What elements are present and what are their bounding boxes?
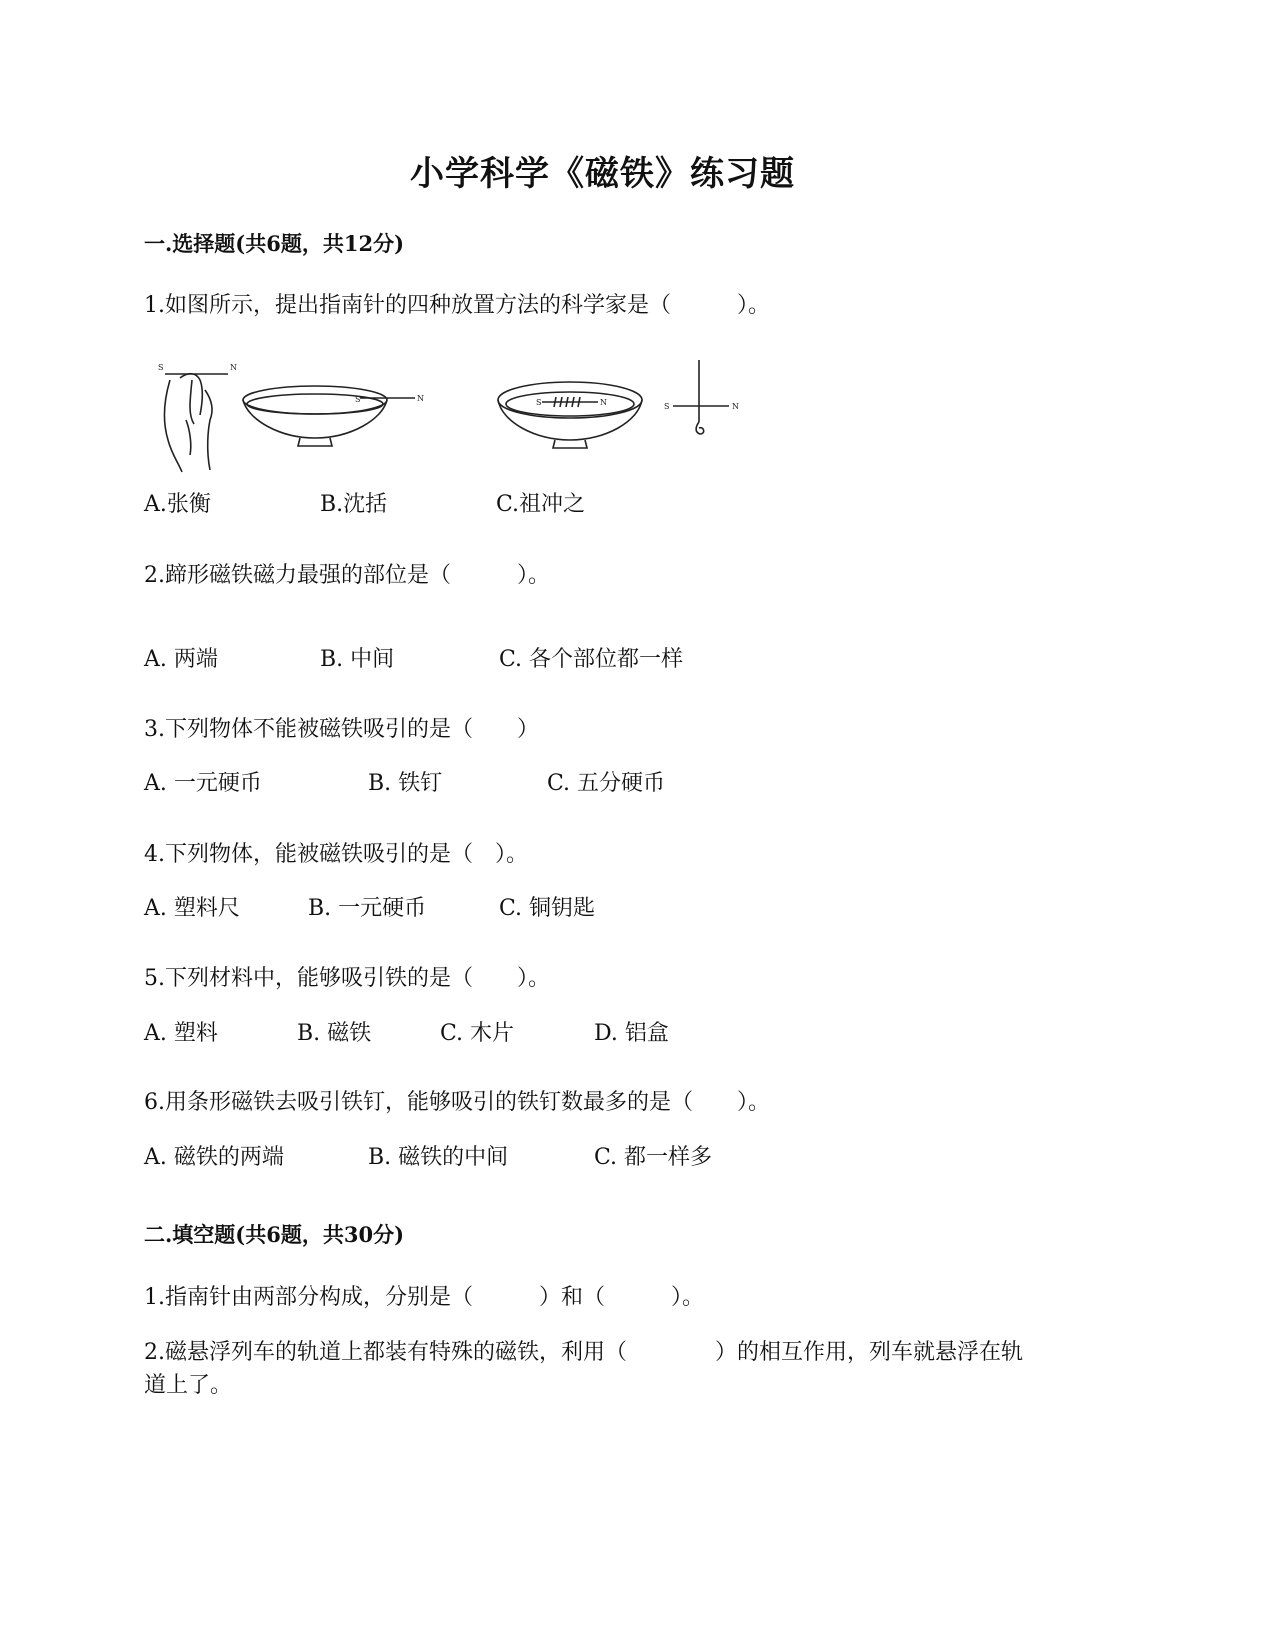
q6-option-a: A. 磁铁的两端 [144, 1145, 284, 1170]
figure-label-s: S [536, 398, 542, 407]
figure-label-s: S [664, 402, 670, 411]
water-bowl-drawing [498, 382, 642, 448]
q5-option-a: A. 塑料 [144, 1021, 218, 1046]
q1-option-a: A.张衡 [144, 492, 211, 517]
bowl-edge-drawing [243, 386, 415, 446]
question-4: 4.下列物体，能被磁铁吸引的是（ ）。 [144, 842, 528, 867]
q6-option-b: B. 磁铁的中间 [368, 1145, 509, 1170]
section-heading-choice: 一.选择题(共6题，共12分) [144, 231, 405, 256]
figure-label-s: S [355, 395, 361, 404]
fill-question-2-line1: 2.磁悬浮列车的轨道上都装有特殊的磁铁，利用（ ）的相互作用，列车就悬浮在轨 [144, 1340, 1023, 1365]
q2-option-a: A. 两端 [144, 647, 218, 672]
section-heading-fill: 二.填空题(共6题，共30分) [144, 1222, 405, 1247]
figure-label-n: N [230, 363, 237, 372]
page-title: 小学科学《磁铁》练习题 [410, 154, 795, 194]
question-2: 2.蹄形磁铁磁力最强的部位是（ ）。 [144, 563, 550, 588]
q5-option-d: D. 铝盒 [594, 1021, 669, 1046]
q1-option-b: B.沈括 [320, 492, 388, 517]
q5-option-b: B. 磁铁 [297, 1021, 372, 1046]
q6-option-c: C. 都一样多 [594, 1145, 713, 1170]
fill-question-2-line2: 道上了。 [144, 1373, 233, 1398]
q3-option-a: A. 一元硬币 [144, 771, 262, 796]
q4-option-b: B. 一元硬币 [308, 896, 427, 921]
figure-label-n: N [417, 394, 424, 403]
fill-question-1: 1.指南针由两部分构成，分别是（ ）和（ ）。 [144, 1285, 704, 1310]
figure-label-s: S [158, 363, 164, 372]
figure-label-n: N [732, 402, 739, 411]
q2-option-b: B. 中间 [320, 647, 395, 672]
q5-option-c: C. 木片 [440, 1021, 515, 1046]
q4-option-a: A. 塑料尺 [144, 896, 240, 921]
figure-label-n: N [600, 398, 607, 407]
question-3: 3.下列物体不能被磁铁吸引的是（ ） [144, 717, 539, 742]
q3-option-c: C. 五分硬币 [547, 771, 666, 796]
q2-option-c: C. 各个部位都一样 [499, 647, 684, 672]
finger-placement-drawing [164, 374, 228, 472]
question-6: 6.用条形磁铁去吸引铁钉，能够吸引的铁钉数最多的是（ ）。 [144, 1090, 770, 1115]
q4-option-c: C. 铜钥匙 [499, 896, 596, 921]
compass-placement-figure [150, 360, 790, 475]
hanging-thread-drawing [673, 360, 729, 434]
question-1: 1.如图所示，提出指南针的四种放置方法的科学家是（ ）。 [144, 293, 770, 318]
question-5: 5.下列材料中，能够吸引铁的是（ ）。 [144, 966, 550, 991]
q1-option-c: C.祖冲之 [496, 492, 586, 517]
q3-option-b: B. 铁钉 [368, 771, 443, 796]
